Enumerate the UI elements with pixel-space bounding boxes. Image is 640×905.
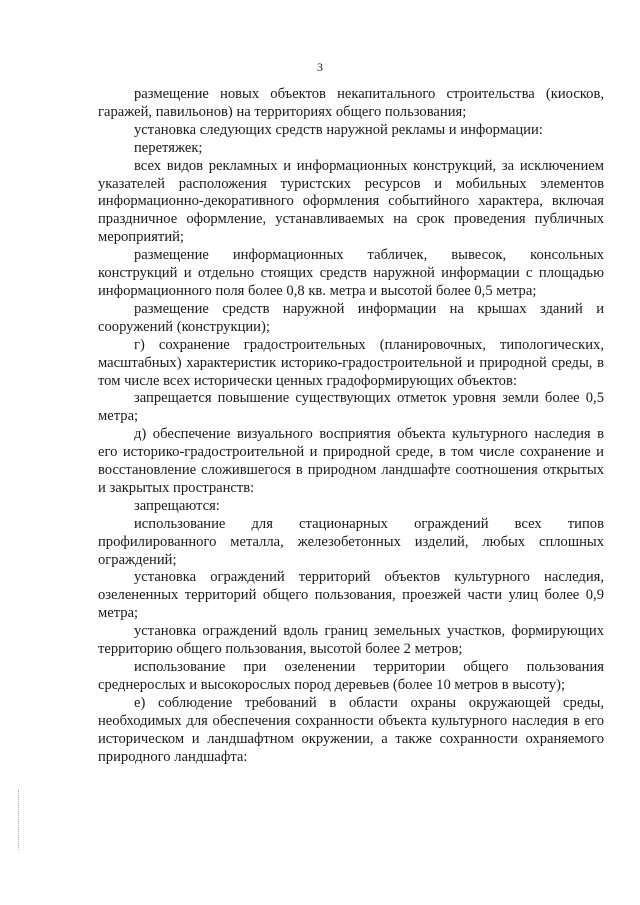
scan-artifact [18, 790, 21, 850]
paragraph: запрещаются: [134, 497, 220, 514]
paragraph: установка ограждений вдоль границ земельных участков, формирующих территорию общего пользования, высотой более 2 метров; [98, 623, 604, 658]
paragraph: установка следующих средств наружной рекламы и информации: [134, 121, 543, 138]
paragraph: перетяжек; [134, 139, 203, 156]
paragraph: установка ограждений территорий объектов культурного наследия, озелененных территорий общего пользования, проезжей части улиц более 0,9 метра; [98, 569, 604, 622]
paragraph: г) сохранение градостроительных (планировочных, типологических, масштабных) характеристик историко-градостроительной и природной среды, в том числе всех исторически ценных градоформирующих объектов: [98, 336, 604, 389]
page-number: 3 [317, 60, 323, 74]
paragraph: д) обеспечение визуального восприятия объекта культурного наследия в его историко-градостроительной и природной среде, в том числе сохранение и восстановление сложившегося в природном ландшафте соотношения открытых и закрытых пространств: [98, 426, 604, 496]
paragraph: размещение информационных табличек, вывесок, консольных конструкций и отдельно стоящих средств наружной информации с площадью информационного поля более 0,8 кв. метра и высотой более 0,5 метра; [98, 247, 604, 299]
paragraph: размещение новых объектов некапитального строительства (киосков, гаражей, павильонов) на территориях общего пользования; [98, 86, 604, 120]
paragraph: запрещается повышение существующих отметок уровня земли более 0,5 метра; [98, 390, 604, 425]
document-body [98, 86, 604, 766]
paragraph: использование для стационарных ограждений всех типов профилированного металла, железобетонных изделий, любых сплошных ограждений; [98, 515, 604, 568]
paragraph: всех видов рекламных и информационных конструкций, за исключением указателей расположения туристских ресурсов и мобильных элементов информационно-декоративного оформления событийного характера, включая праздничное оформление, устанавливаемых на срок проведения публичных мероприятий; [98, 157, 604, 246]
paragraph: использование при озеленении территории общего пользования среднерослых и высокорослых пород деревьев (более 10 метров в высоту); [98, 659, 604, 693]
paragraph: размещение средств наружной информации на крышах зданий и сооружений (конструкции); [98, 300, 604, 335]
paragraph: е) соблюдение требований в области охраны окружающей среды, необходимых для обеспечения сохранности объекта культурного наследия в его историческом и ландшафтном окружении, а также сохранности охраняемого природного ландшафта: [98, 694, 604, 765]
